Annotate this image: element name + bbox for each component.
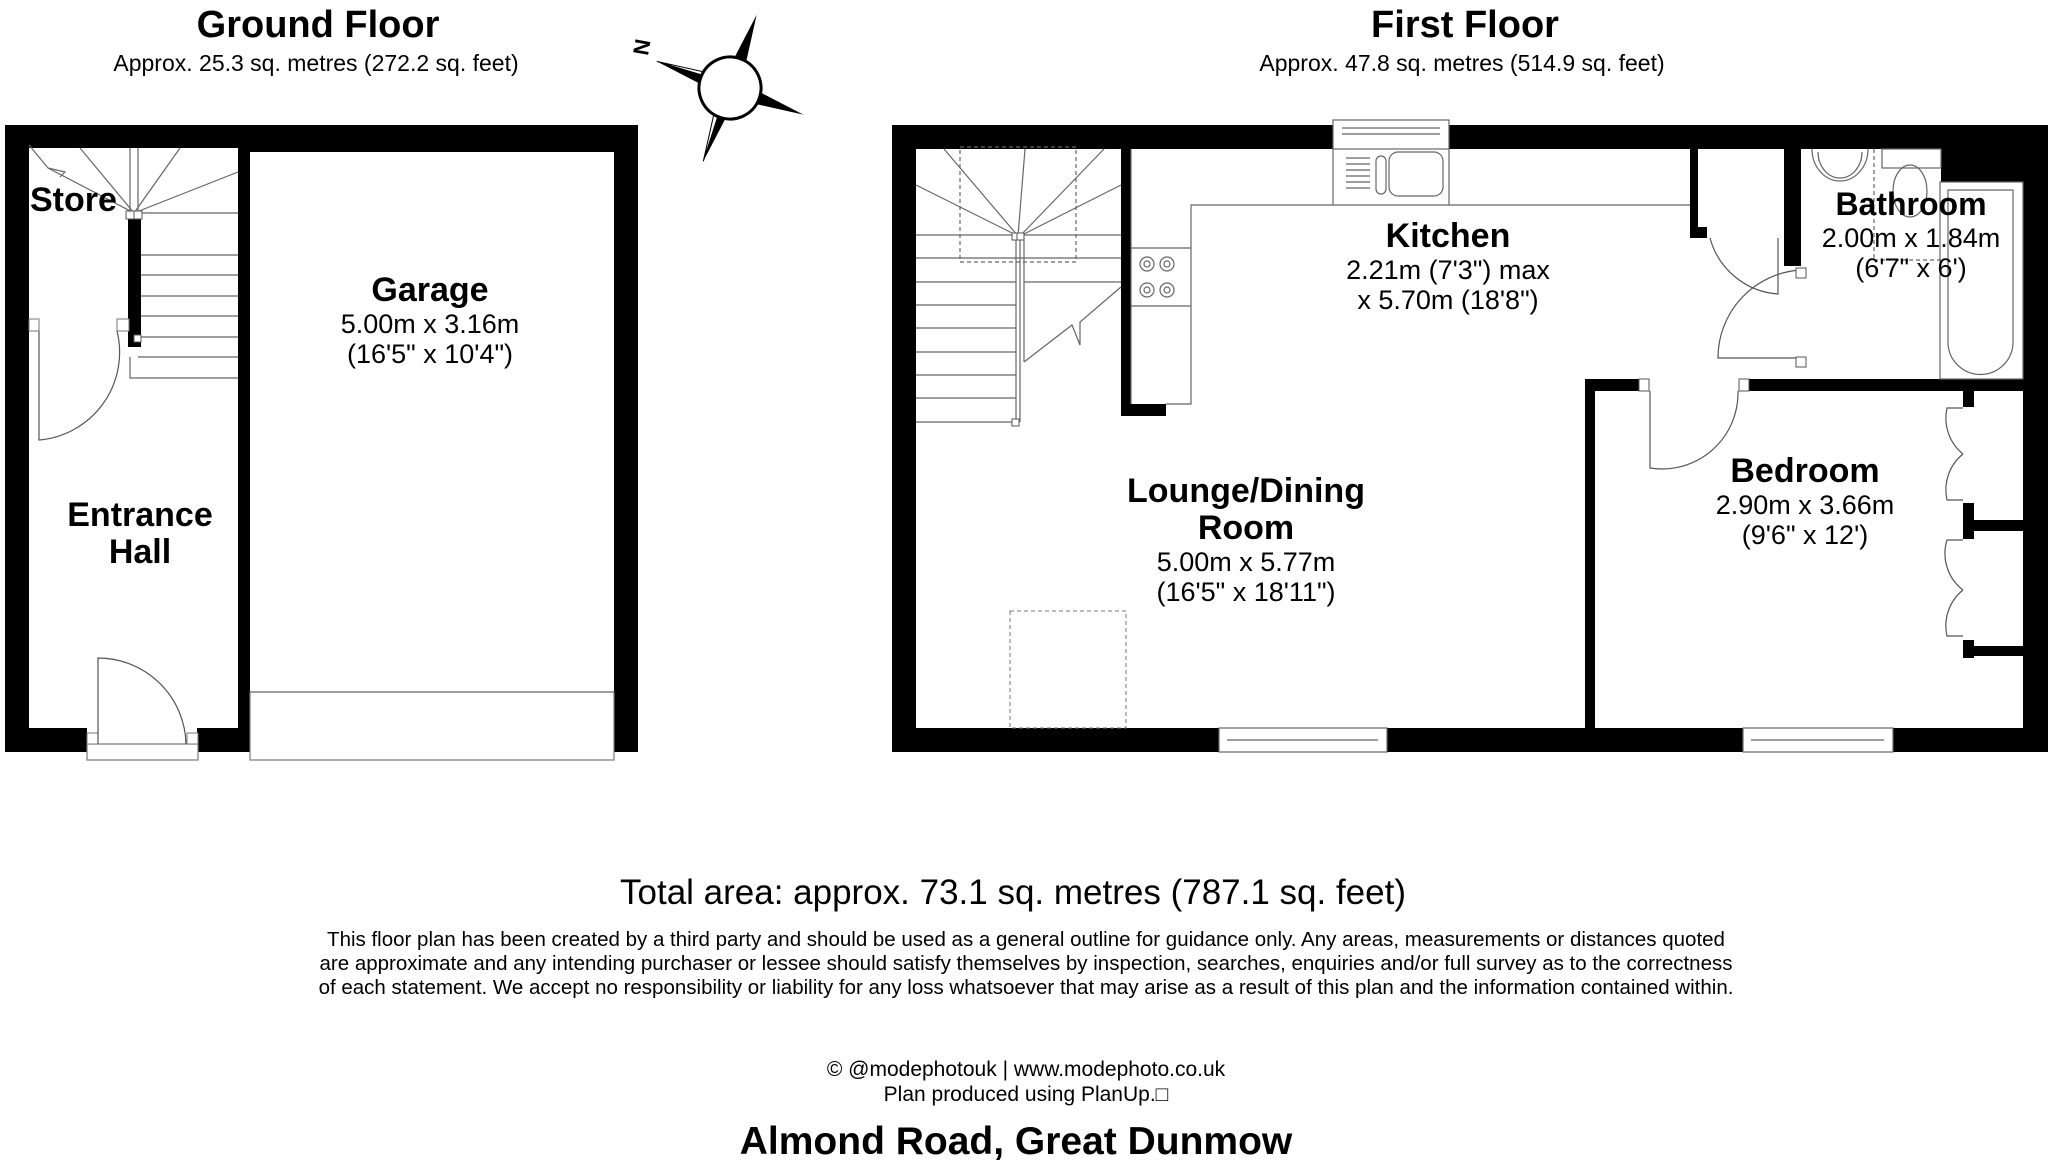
room-label-entrance-hall: Entrance Hall: [67, 496, 213, 571]
ground-floor-title: Ground Floor: [196, 4, 440, 46]
room-label-garage: Garage 5.00m x 3.16m (16'5" x 10'4"): [340, 271, 520, 369]
total-area: Total area: approx. 73.1 sq. metres (787.1 sq. feet): [620, 873, 1406, 912]
first-floor-area: Approx. 47.8 sq. metres (514.9 sq. feet): [1259, 50, 1665, 76]
compass-rose: [630, 0, 830, 188]
first-floor-doors: [1650, 238, 1963, 636]
first-floor-title: First Floor: [1371, 4, 1559, 46]
ground-floor-area: Approx. 25.3 sq. metres (272.2 sq. feet): [113, 50, 519, 76]
room-label-bathroom: Bathroom 2.00m x 1.84m (6'7" x 6'): [1821, 186, 2001, 283]
produced-by-credit: Plan produced using PlanUp.□: [883, 1083, 1169, 1106]
room-label-lounge-dining: Lounge/Dining Room 5.00m x 5.77m (16'5" x 18'11"): [1127, 472, 1365, 607]
compass-north-label: N: [628, 37, 656, 58]
room-label-kitchen: Kitchen 2.21m (7'3") max x 5.70m (18'8"): [1346, 217, 1550, 315]
disclaimer-text: This floor plan has been created by a third party and should be used as a general outline for guidance only. Any areas, measurements or distances quoted are approximate and any intending purchaser or lessee should satisfy themselves by inspection, searches, enquiries and/or full survey as to the correctness of each statement. We accept no responsibility or liability for any loss whatsoever that may arise as a result of this plan and the information contained within.: [318, 928, 1734, 999]
front-door-sill: [87, 744, 198, 760]
room-label-store: Store: [30, 181, 117, 219]
copyright-credit: © @modephotouk | www.modephoto.co.uk: [826, 1058, 1226, 1081]
ground-floor-plan: [5, 125, 638, 760]
property-address: Almond Road, Great Dunmow: [739, 1120, 1293, 1163]
front-door-swing: [98, 658, 186, 744]
loft-hatch-outline: [1010, 611, 1126, 728]
store-door-swing: [39, 331, 120, 440]
room-label-bedroom: Bedroom 2.90m x 3.66m (9'6" x 12'): [1715, 452, 1895, 550]
first-floor-staircase: [916, 147, 1121, 422]
